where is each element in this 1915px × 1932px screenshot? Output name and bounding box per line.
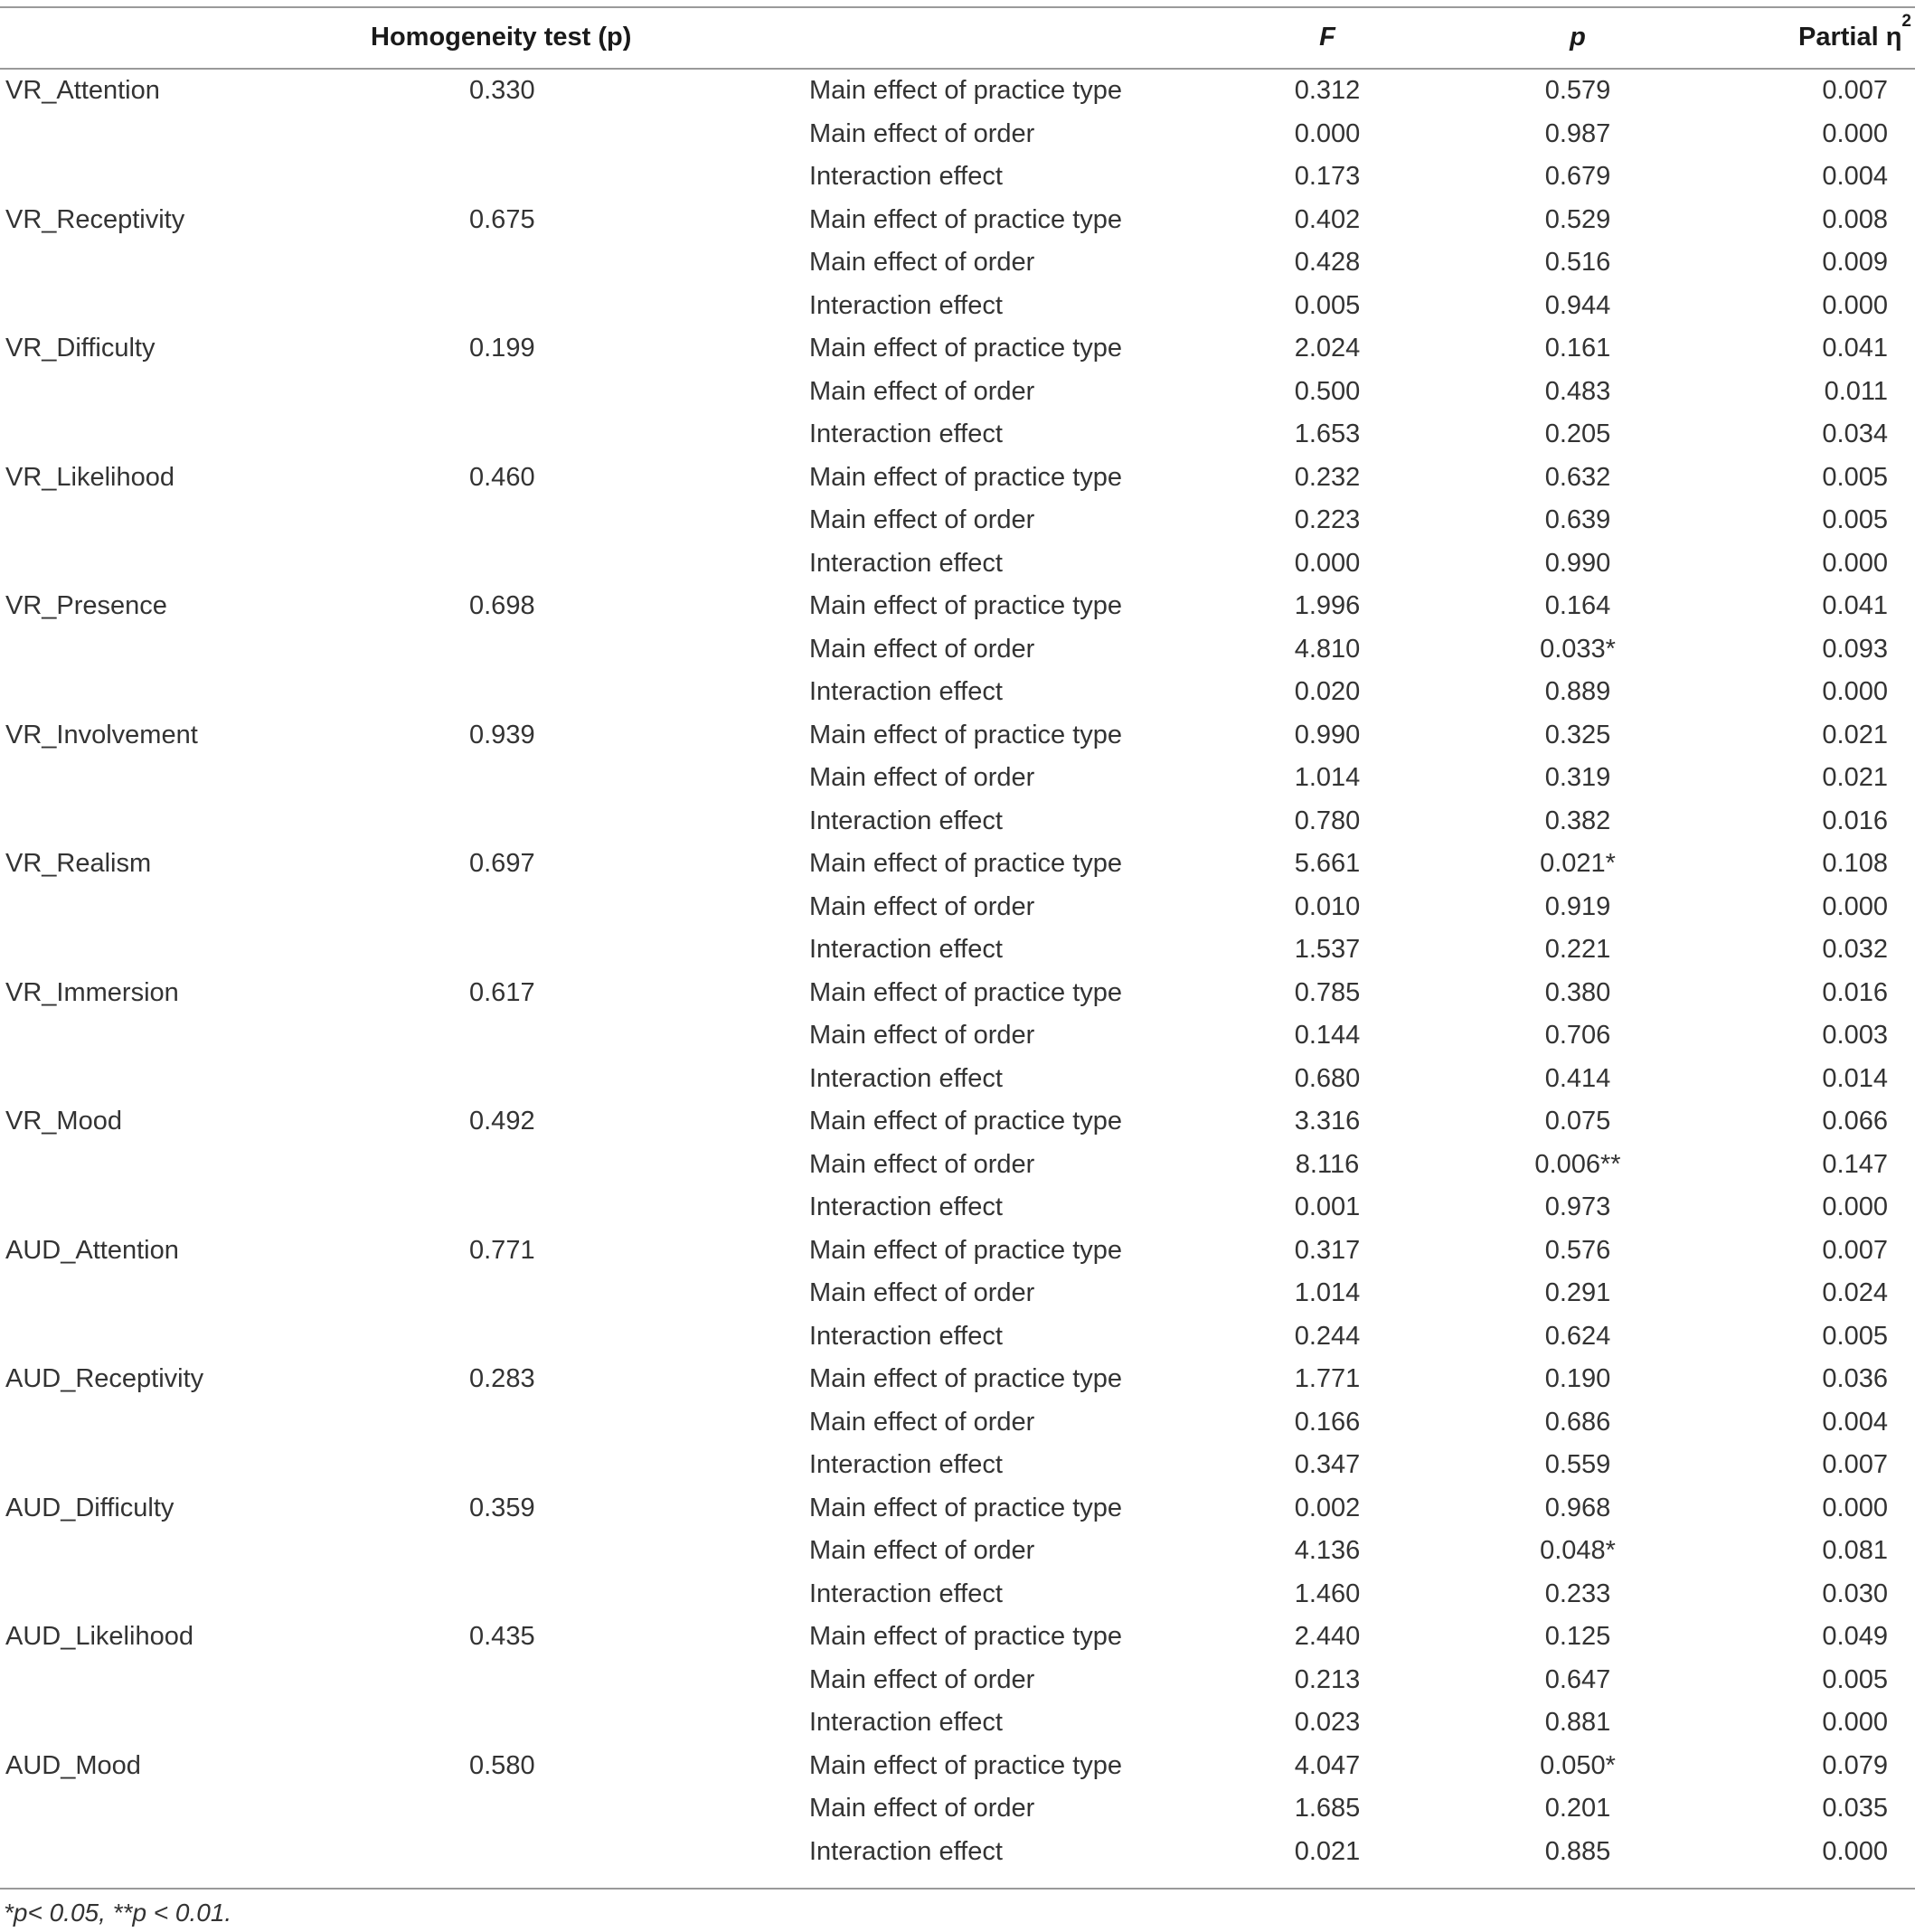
table-row: [0, 156, 1915, 199]
cell-effect: Main effect of practice type: [809, 1107, 1123, 1136]
cell-partial-eta: 0.021: [1822, 720, 1888, 749]
cell-effect: Main effect of order: [809, 1664, 1035, 1694]
cell-effect: Interaction effect: [809, 419, 1003, 448]
table-row: [0, 499, 1915, 542]
table-row: [0, 1230, 1915, 1273]
cell-partial-eta: 0.000: [1822, 1708, 1888, 1737]
cell-f: 0.021: [1294, 1836, 1361, 1866]
cell-partial-eta: 0.004: [1822, 1407, 1888, 1437]
cell-partial-eta: 0.008: [1822, 204, 1888, 234]
cell-f: 1.996: [1294, 591, 1361, 620]
cell-f: 1.685: [1294, 1794, 1361, 1823]
cell-variable: VR_Mood: [5, 1107, 122, 1136]
table-body: [0, 70, 1915, 1873]
table-row: [0, 1487, 1915, 1531]
cell-effect: Interaction effect: [809, 1192, 1003, 1221]
cell-f: 0.010: [1294, 891, 1361, 921]
cell-effect: Main effect of order: [809, 634, 1035, 664]
cell-effect: Main effect of order: [809, 1149, 1035, 1179]
table-row: [0, 972, 1915, 1015]
table-row: [0, 843, 1915, 886]
cell-f: 1.014: [1294, 763, 1361, 792]
cell-homogeneity: 0.580: [469, 1750, 535, 1780]
cell-effect: Main effect of practice type: [809, 462, 1123, 492]
cell-variable: VR_Presence: [5, 591, 167, 620]
header-p: p: [1570, 23, 1586, 52]
cell-partial-eta: 0.066: [1822, 1107, 1888, 1136]
table-bottom-rule: [0, 1888, 1915, 1890]
cell-effect: Interaction effect: [809, 548, 1003, 578]
cell-f: 0.347: [1294, 1450, 1361, 1479]
table-row: [0, 928, 1915, 972]
cell-f: 5.661: [1294, 849, 1361, 878]
header-partial-eta: [1798, 7, 1911, 67]
cell-p: 0.380: [1544, 977, 1611, 1007]
cell-partial-eta: 0.041: [1822, 591, 1888, 620]
cell-p: 0.944: [1544, 290, 1611, 320]
cell-homogeneity: 0.359: [469, 1493, 535, 1522]
table-row: [0, 671, 1915, 714]
cell-f: 4.136: [1294, 1536, 1361, 1565]
table-row: [0, 199, 1915, 242]
cell-effect: Main effect of order: [809, 248, 1035, 277]
cell-p: 0.639: [1544, 505, 1611, 534]
cell-homogeneity: 0.617: [469, 977, 535, 1007]
cell-effect: Main effect of practice type: [809, 720, 1123, 749]
cell-f: 0.213: [1294, 1664, 1361, 1694]
cell-partial-eta: 0.032: [1822, 935, 1888, 964]
cell-effect: Interaction effect: [809, 935, 1003, 964]
table-row: [0, 457, 1915, 500]
cell-effect: Interaction effect: [809, 1579, 1003, 1608]
cell-partial-eta: 0.014: [1822, 1063, 1888, 1093]
cell-variable: AUD_Difficulty: [5, 1493, 175, 1522]
cell-effect: Main effect of order: [809, 1021, 1035, 1050]
cell-partial-eta: 0.021: [1822, 763, 1888, 792]
cell-variable: VR_Attention: [5, 76, 160, 105]
cell-f: 1.014: [1294, 1278, 1361, 1307]
cell-f: 0.166: [1294, 1407, 1361, 1437]
cell-f: 0.680: [1294, 1063, 1361, 1093]
cell-f: 1.653: [1294, 419, 1361, 448]
cell-variable: VR_Involvement: [5, 720, 198, 749]
cell-effect: Main effect of order: [809, 763, 1035, 792]
table-row: [0, 1444, 1915, 1487]
cell-f: 0.780: [1294, 806, 1361, 835]
table-row: [0, 113, 1915, 156]
cell-variable: AUD_Attention: [5, 1235, 179, 1265]
cell-effect: Interaction effect: [809, 806, 1003, 835]
table-row: [0, 327, 1915, 371]
cell-p: 0.048*: [1540, 1536, 1616, 1565]
cell-f: 0.000: [1294, 548, 1361, 578]
cell-homogeneity: 0.330: [469, 76, 535, 105]
cell-partial-eta: 0.005: [1822, 505, 1888, 534]
cell-effect: Main effect of practice type: [809, 591, 1123, 620]
cell-f: 4.810: [1294, 634, 1361, 664]
cell-effect: Main effect of practice type: [809, 204, 1123, 234]
cell-homogeneity: 0.460: [469, 462, 535, 492]
cell-p: 0.968: [1544, 1493, 1611, 1522]
cell-partial-eta: 0.036: [1822, 1364, 1888, 1393]
cell-f: 0.020: [1294, 677, 1361, 706]
cell-p: 0.291: [1544, 1278, 1611, 1307]
cell-f: 3.316: [1294, 1107, 1361, 1136]
cell-f: 1.537: [1294, 935, 1361, 964]
cell-p: 0.647: [1544, 1664, 1611, 1694]
cell-p: 0.559: [1544, 1450, 1611, 1479]
header-partial-eta-label: Partial η: [1797, 23, 1902, 52]
cell-p: 0.161: [1544, 334, 1611, 363]
cell-variable: VR_Realism: [5, 849, 152, 878]
table-row: [0, 70, 1915, 113]
cell-homogeneity: 0.771: [469, 1235, 535, 1265]
table-row: [0, 1659, 1915, 1702]
table-row: [0, 1315, 1915, 1359]
table-row: [0, 1014, 1915, 1058]
table-row: [0, 1616, 1915, 1659]
cell-p: 0.889: [1544, 677, 1611, 706]
cell-effect: Main effect of order: [809, 1407, 1035, 1437]
cell-f: 0.500: [1294, 376, 1361, 406]
cell-partial-eta: 0.081: [1822, 1536, 1888, 1565]
cell-f: 0.317: [1294, 1235, 1361, 1265]
table-row: [0, 585, 1915, 628]
cell-p: 0.483: [1544, 376, 1611, 406]
table-row: [0, 800, 1915, 843]
cell-f: 0.223: [1294, 505, 1361, 534]
table-row: [0, 1787, 1915, 1831]
cell-effect: Main effect of practice type: [809, 1364, 1123, 1393]
table-row: [0, 1573, 1915, 1616]
cell-p: 0.885: [1544, 1836, 1611, 1866]
cell-effect: Main effect of practice type: [809, 334, 1123, 363]
cell-p: 0.075: [1544, 1107, 1611, 1136]
cell-effect: Main effect of order: [809, 505, 1035, 534]
cell-partial-eta: 0.000: [1822, 118, 1888, 148]
cell-p: 0.319: [1544, 763, 1611, 792]
table-row: [0, 1100, 1915, 1144]
cell-effect: Main effect of order: [809, 1278, 1035, 1307]
cell-effect: Main effect of order: [809, 1794, 1035, 1823]
cell-variable: VR_Immersion: [5, 977, 179, 1007]
cell-partial-eta: 0.000: [1822, 891, 1888, 921]
cell-effect: Main effect of practice type: [809, 1493, 1123, 1522]
cell-effect: Main effect of practice type: [809, 977, 1123, 1007]
cell-partial-eta: 0.000: [1822, 677, 1888, 706]
cell-homogeneity: 0.283: [469, 1364, 535, 1393]
cell-effect: Main effect of practice type: [809, 1750, 1123, 1780]
table-row: [0, 1701, 1915, 1745]
cell-f: 0.785: [1294, 977, 1361, 1007]
cell-p: 0.221: [1544, 935, 1611, 964]
cell-p: 0.881: [1544, 1708, 1611, 1737]
cell-variable: VR_Likelihood: [5, 462, 175, 492]
cell-p: 0.382: [1544, 806, 1611, 835]
table-footnote: *p< 0.05, **p < 0.01.: [4, 1899, 232, 1927]
cell-p: 0.516: [1544, 248, 1611, 277]
cell-p: 0.201: [1544, 1794, 1611, 1823]
table-row: [0, 1530, 1915, 1573]
cell-effect: Main effect of practice type: [809, 1622, 1123, 1651]
cell-partial-eta: 0.000: [1822, 548, 1888, 578]
cell-partial-eta: 0.005: [1822, 462, 1888, 492]
cell-f: 0.402: [1294, 204, 1361, 234]
cell-homogeneity: 0.675: [469, 204, 535, 234]
cell-p: 0.050*: [1540, 1750, 1616, 1780]
table-row: [0, 1058, 1915, 1101]
table-row: [0, 1745, 1915, 1788]
cell-f: 0.312: [1294, 76, 1361, 105]
cell-partial-eta: 0.093: [1822, 634, 1888, 664]
cell-partial-eta: 0.000: [1822, 290, 1888, 320]
cell-effect: Interaction effect: [809, 290, 1003, 320]
cell-homogeneity: 0.199: [469, 334, 535, 363]
cell-effect: Main effect of order: [809, 891, 1035, 921]
cell-partial-eta: 0.079: [1822, 1750, 1888, 1780]
table-row: [0, 542, 1915, 586]
cell-partial-eta: 0.024: [1822, 1278, 1888, 1307]
cell-variable: AUD_Mood: [5, 1750, 141, 1780]
cell-variable: AUD_Receptivity: [5, 1364, 204, 1393]
cell-f: 4.047: [1294, 1750, 1361, 1780]
table-row: [0, 1831, 1915, 1874]
cell-f: 0.232: [1294, 462, 1361, 492]
cell-effect: Main effect of order: [809, 376, 1035, 406]
table-row: [0, 628, 1915, 672]
table-row: [0, 1401, 1915, 1445]
table-row: [0, 886, 1915, 929]
cell-partial-eta: 0.009: [1822, 248, 1888, 277]
cell-p: 0.190: [1544, 1364, 1611, 1393]
cell-effect: Main effect of practice type: [809, 76, 1123, 105]
cell-f: 2.024: [1294, 334, 1361, 363]
cell-effect: Interaction effect: [809, 677, 1003, 706]
cell-partial-eta: 0.011: [1824, 376, 1888, 406]
table-row: [0, 1272, 1915, 1315]
cell-p: 0.990: [1544, 548, 1611, 578]
cell-p: 0.973: [1544, 1192, 1611, 1221]
cell-p: 0.987: [1544, 118, 1611, 148]
cell-partial-eta: 0.007: [1822, 76, 1888, 105]
cell-partial-eta: 0.000: [1822, 1192, 1888, 1221]
cell-p: 0.579: [1544, 76, 1611, 105]
cell-partial-eta: 0.007: [1822, 1450, 1888, 1479]
cell-variable: VR_Difficulty: [5, 334, 156, 363]
cell-partial-eta: 0.049: [1822, 1622, 1888, 1651]
cell-p: 0.006**: [1534, 1149, 1621, 1179]
cell-p: 0.205: [1544, 419, 1611, 448]
cell-effect: Main effect of practice type: [809, 1235, 1123, 1265]
cell-p: 0.686: [1544, 1407, 1611, 1437]
cell-partial-eta: 0.035: [1822, 1794, 1888, 1823]
cell-f: 2.440: [1294, 1622, 1361, 1651]
table-row: [0, 413, 1915, 457]
cell-p: 0.325: [1544, 720, 1611, 749]
cell-p: 0.529: [1544, 204, 1611, 234]
cell-partial-eta: 0.004: [1822, 162, 1888, 191]
table-row: [0, 285, 1915, 328]
cell-variable: AUD_Likelihood: [5, 1622, 193, 1651]
cell-p: 0.706: [1544, 1021, 1611, 1050]
header-partial-eta-superscript: 2: [1901, 12, 1911, 31]
cell-homogeneity: 0.698: [469, 591, 535, 620]
cell-effect: Main effect of practice type: [809, 849, 1123, 878]
cell-partial-eta: 0.041: [1822, 334, 1888, 363]
cell-p: 0.125: [1544, 1622, 1611, 1651]
cell-f: 0.023: [1294, 1708, 1361, 1737]
cell-effect: Interaction effect: [809, 1321, 1003, 1351]
cell-p: 0.414: [1544, 1063, 1611, 1093]
table-row: [0, 241, 1915, 285]
cell-effect: Interaction effect: [809, 162, 1003, 191]
cell-f: 0.428: [1294, 248, 1361, 277]
cell-effect: Interaction effect: [809, 1708, 1003, 1737]
cell-p: 0.021*: [1540, 849, 1616, 878]
cell-homogeneity: 0.939: [469, 720, 535, 749]
cell-p: 0.233: [1544, 1579, 1611, 1608]
cell-f: 1.460: [1294, 1579, 1361, 1608]
cell-effect: Main effect of order: [809, 118, 1035, 148]
cell-homogeneity: 0.697: [469, 849, 535, 878]
cell-partial-eta: 0.003: [1822, 1021, 1888, 1050]
table-row: [0, 371, 1915, 414]
cell-effect: Interaction effect: [809, 1063, 1003, 1093]
cell-effect: Interaction effect: [809, 1450, 1003, 1479]
cell-homogeneity: 0.492: [469, 1107, 535, 1136]
cell-effect: Main effect of order: [809, 1536, 1035, 1565]
cell-variable: VR_Receptivity: [5, 204, 185, 234]
cell-f: 1.771: [1294, 1364, 1361, 1393]
cell-p: 0.632: [1544, 462, 1611, 492]
cell-partial-eta: 0.005: [1822, 1321, 1888, 1351]
cell-p: 0.919: [1544, 891, 1611, 921]
header-homogeneity: Homogeneity test (p): [371, 23, 632, 52]
cell-partial-eta: 0.147: [1822, 1149, 1888, 1179]
cell-partial-eta: 0.000: [1822, 1493, 1888, 1522]
cell-partial-eta: 0.108: [1822, 849, 1888, 878]
cell-p: 0.624: [1544, 1321, 1611, 1351]
cell-f: 0.000: [1294, 118, 1361, 148]
cell-f: 0.005: [1294, 290, 1361, 320]
cell-f: 0.244: [1294, 1321, 1361, 1351]
table-row: [0, 1358, 1915, 1401]
header-f: F: [1319, 23, 1335, 52]
cell-f: 8.116: [1295, 1149, 1360, 1179]
cell-partial-eta: 0.005: [1822, 1664, 1888, 1694]
table-row: [0, 1186, 1915, 1230]
cell-partial-eta: 0.016: [1822, 806, 1888, 835]
cell-effect: Interaction effect: [809, 1836, 1003, 1866]
table-header: [0, 7, 1915, 67]
cell-f: 0.173: [1294, 162, 1361, 191]
cell-partial-eta: 0.016: [1822, 977, 1888, 1007]
cell-p: 0.033*: [1540, 634, 1616, 664]
table-row: [0, 1144, 1915, 1187]
cell-partial-eta: 0.000: [1822, 1836, 1888, 1866]
cell-p: 0.576: [1544, 1235, 1611, 1265]
cell-p: 0.164: [1544, 591, 1611, 620]
table-row: [0, 714, 1915, 758]
cell-partial-eta: 0.030: [1822, 1579, 1888, 1608]
cell-f: 0.001: [1294, 1192, 1361, 1221]
cell-p: 0.679: [1544, 162, 1611, 191]
cell-f: 0.002: [1294, 1493, 1361, 1522]
cell-f: 0.990: [1294, 720, 1361, 749]
table-row: [0, 757, 1915, 800]
cell-f: 0.144: [1294, 1021, 1361, 1050]
cell-partial-eta: 0.034: [1822, 419, 1888, 448]
cell-partial-eta: 0.007: [1822, 1235, 1888, 1265]
cell-homogeneity: 0.435: [469, 1622, 535, 1651]
